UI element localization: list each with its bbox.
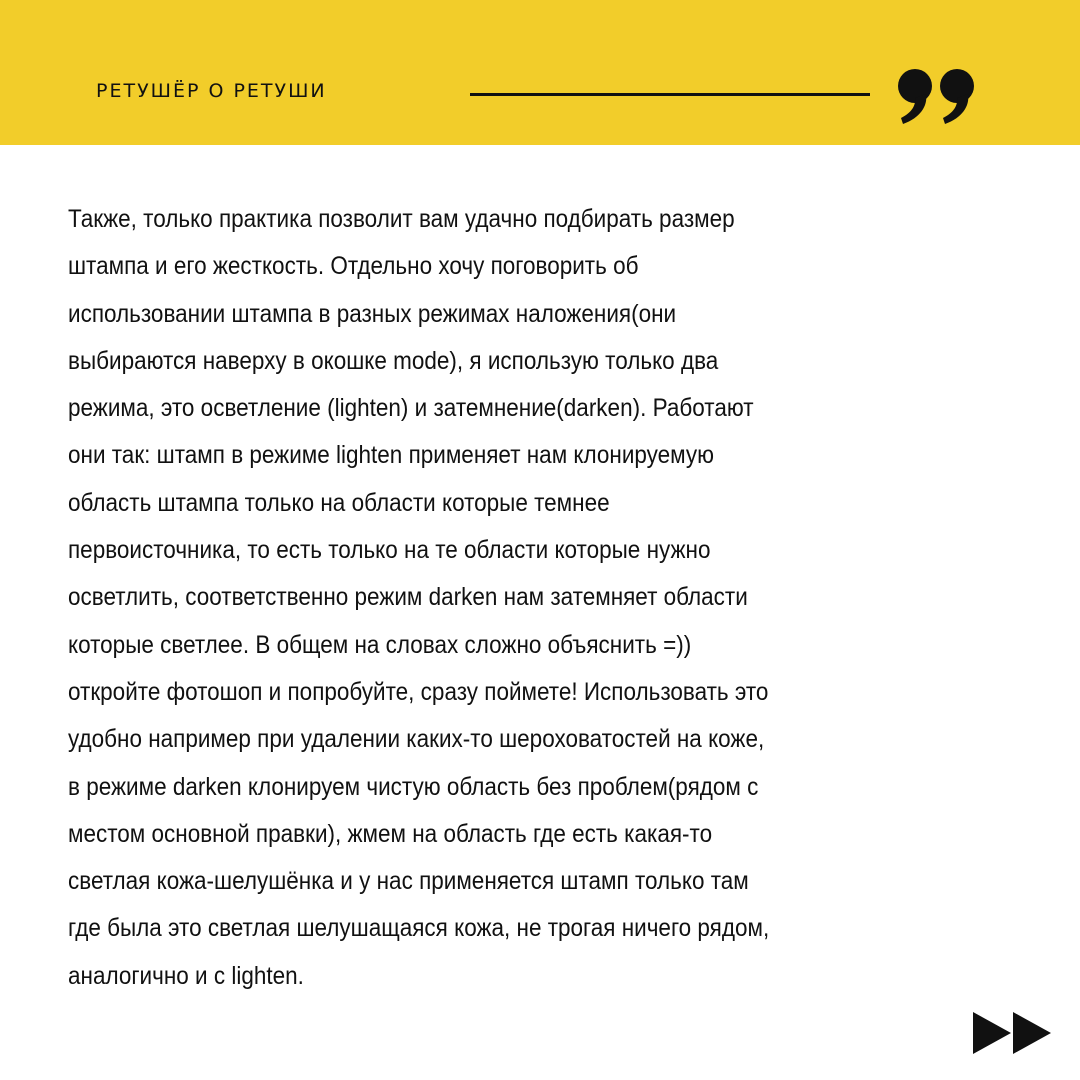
body-line: выбираются наверху в окошке mode), я использую только два: [68, 346, 719, 375]
body-line: светлая кожа-шелушёнка и у нас применяется штамп только там: [68, 867, 749, 896]
body-line: штампа и его жесткость. Отдельно хочу поговорить об: [68, 252, 639, 281]
body-line: первоисточника, то есть только на те области которые нужно: [68, 536, 711, 565]
body-line: аналогично и с lighten.: [68, 961, 304, 990]
body-line: где была это светлая шелушащаяся кожа, не трогая ничего рядом,: [68, 914, 770, 943]
header-title: РЕТУШЁР О РЕТУШИ: [96, 80, 327, 102]
article-body: [68, 196, 959, 1000]
body-line: использовании штампа в разных режимах наложения(они: [68, 299, 677, 328]
header-bar: [0, 0, 1080, 145]
header-divider: [470, 93, 870, 96]
body-line: они так: штамп в режиме lighten применяет нам клонируемую: [68, 441, 715, 470]
body-line: Также, только практика позволит вам удачно подбирать размер: [68, 205, 735, 233]
body-line: которые светлее. В общем на словах сложно объяснить =)): [68, 630, 692, 659]
fast-forward-icon[interactable]: [973, 1012, 1051, 1054]
body-line: откройте фотошоп и попробуйте, сразу поймете! Использовать это: [68, 677, 769, 706]
body-line: местом основной правки), жмем на область где есть какая-то: [68, 819, 713, 848]
body-line: область штампа только на области которые темнее: [68, 488, 610, 517]
quote-mark-icon: [895, 66, 980, 124]
body-line: режима, это осветление (lighten) и затемнение(darken). Работают: [68, 394, 754, 423]
body-line: удобно например при удалении каких-то шероховатостей на коже,: [68, 725, 765, 754]
body-line: в режиме darken клонируем чистую область без проблем(рядом с: [68, 772, 759, 801]
body-line: осветлить, соответственно режим darken нам затемняет области: [68, 583, 748, 612]
